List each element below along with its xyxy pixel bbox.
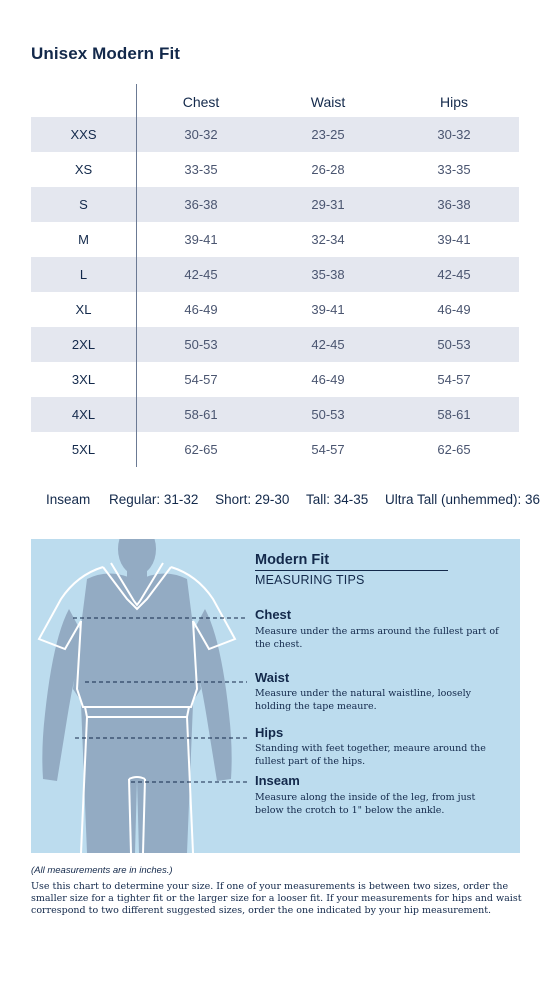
hips-cell: 58-61	[437, 407, 471, 422]
hips-tip-text: Standing with feet together, meaure around the fullest part of the hips.	[255, 743, 486, 767]
size-label: 4XL	[71, 407, 96, 422]
size-label: 3XL	[71, 372, 96, 387]
table-row	[31, 292, 519, 327]
table-row	[31, 397, 519, 432]
hips-cell: 54-57	[437, 372, 471, 387]
table-row	[31, 432, 519, 467]
table-row	[31, 362, 519, 397]
chest-cell: 33-35	[184, 162, 218, 177]
panel-subtitle: MEASURING TIPS	[255, 573, 365, 587]
size-label: XL	[75, 302, 92, 317]
table-row	[31, 222, 519, 257]
chest-cell: 42-45	[184, 267, 218, 282]
column-header-waist: Waist	[310, 94, 346, 110]
waist-cell: 39-41	[311, 302, 345, 317]
waist-cell: 26-28	[311, 162, 345, 177]
waist-cell: 54-57	[311, 442, 345, 457]
page-title: Unisex Modern Fit	[31, 44, 181, 63]
panel-title: Modern Fit	[255, 552, 330, 568]
sizing-instructions: Use this chart to determine your size. If one of your measurements is between two sizes, order the smaller size for a tighter fit or the larger size for a looser fit. If your measurements for hips and waist correspond to two different suggested sizes, order the one indicated by your hip measurement.	[31, 881, 522, 916]
hips-cell: 33-35	[437, 162, 471, 177]
hips-cell: 36-38	[437, 197, 471, 212]
chest-cell: 30-32	[184, 127, 218, 142]
panel-title-rule	[255, 570, 448, 571]
table-row	[31, 257, 519, 292]
waist-cell: 29-31	[311, 197, 345, 212]
waist-tip-text: Measure under the natural waistline, loosely holding the tape meaure.	[255, 688, 472, 712]
chest-cell: 46-49	[184, 302, 218, 317]
column-header-hips: Hips	[439, 94, 468, 110]
column-header-chest: Chest	[182, 94, 220, 110]
size-label: XXS	[70, 127, 97, 142]
waist-tip-heading: Waist	[255, 670, 290, 685]
waist-cell: 46-49	[311, 372, 345, 387]
chest-cell: 36-38	[184, 197, 218, 212]
table-row	[31, 187, 519, 222]
inseam-ultra-tall: Ultra Tall (unhemmed): 36	[385, 492, 541, 507]
inseam-row	[46, 492, 540, 507]
inseam-tip-text: Measure along the inside of the leg, from just below the crotch to 1" below the ankle.	[255, 792, 476, 816]
waist-cell: 23-25	[311, 127, 345, 142]
table-row	[31, 327, 519, 362]
hips-tip-heading: Hips	[255, 725, 284, 740]
waist-cell: 35-38	[311, 267, 345, 282]
size-label: S	[79, 197, 88, 212]
hips-cell: 39-41	[437, 232, 471, 247]
inseam-regular: Regular: 31-32	[109, 492, 199, 507]
size-label: 2XL	[71, 337, 96, 352]
inseam-label: Inseam	[46, 492, 91, 507]
waist-cell: 42-45	[311, 337, 345, 352]
hips-cell: 46-49	[437, 302, 471, 317]
size-label: 5XL	[71, 442, 96, 457]
size-label: M	[78, 232, 89, 247]
measuring-tips-panel	[31, 539, 520, 853]
inseam-tip-heading: Inseam	[255, 773, 300, 788]
waist-cell: 32-34	[311, 232, 345, 247]
size-label: L	[79, 267, 88, 282]
chest-tip-heading: Chest	[255, 607, 292, 622]
measurement-note: (All measurements are in inches.)	[31, 865, 173, 876]
size-label: XS	[74, 162, 93, 177]
table-row	[31, 152, 519, 187]
inseam-tall: Tall: 34-35	[305, 492, 369, 507]
chest-cell: 54-57	[184, 372, 218, 387]
chest-cell: 62-65	[184, 442, 218, 457]
chest-cell: 50-53	[184, 337, 218, 352]
hips-cell: 62-65	[437, 442, 471, 457]
chest-cell: 39-41	[184, 232, 218, 247]
inseam-short: Short: 29-30	[215, 492, 290, 507]
hips-cell: 30-32	[437, 127, 471, 142]
hips-cell: 50-53	[437, 337, 471, 352]
waist-cell: 50-53	[311, 407, 345, 422]
chest-cell: 58-61	[184, 407, 218, 422]
table-divider	[136, 84, 137, 467]
hips-cell: 42-45	[437, 267, 471, 282]
chest-tip-text: Measure under the arms around the fullest part of the chest.	[255, 626, 499, 650]
table-row	[31, 117, 519, 152]
